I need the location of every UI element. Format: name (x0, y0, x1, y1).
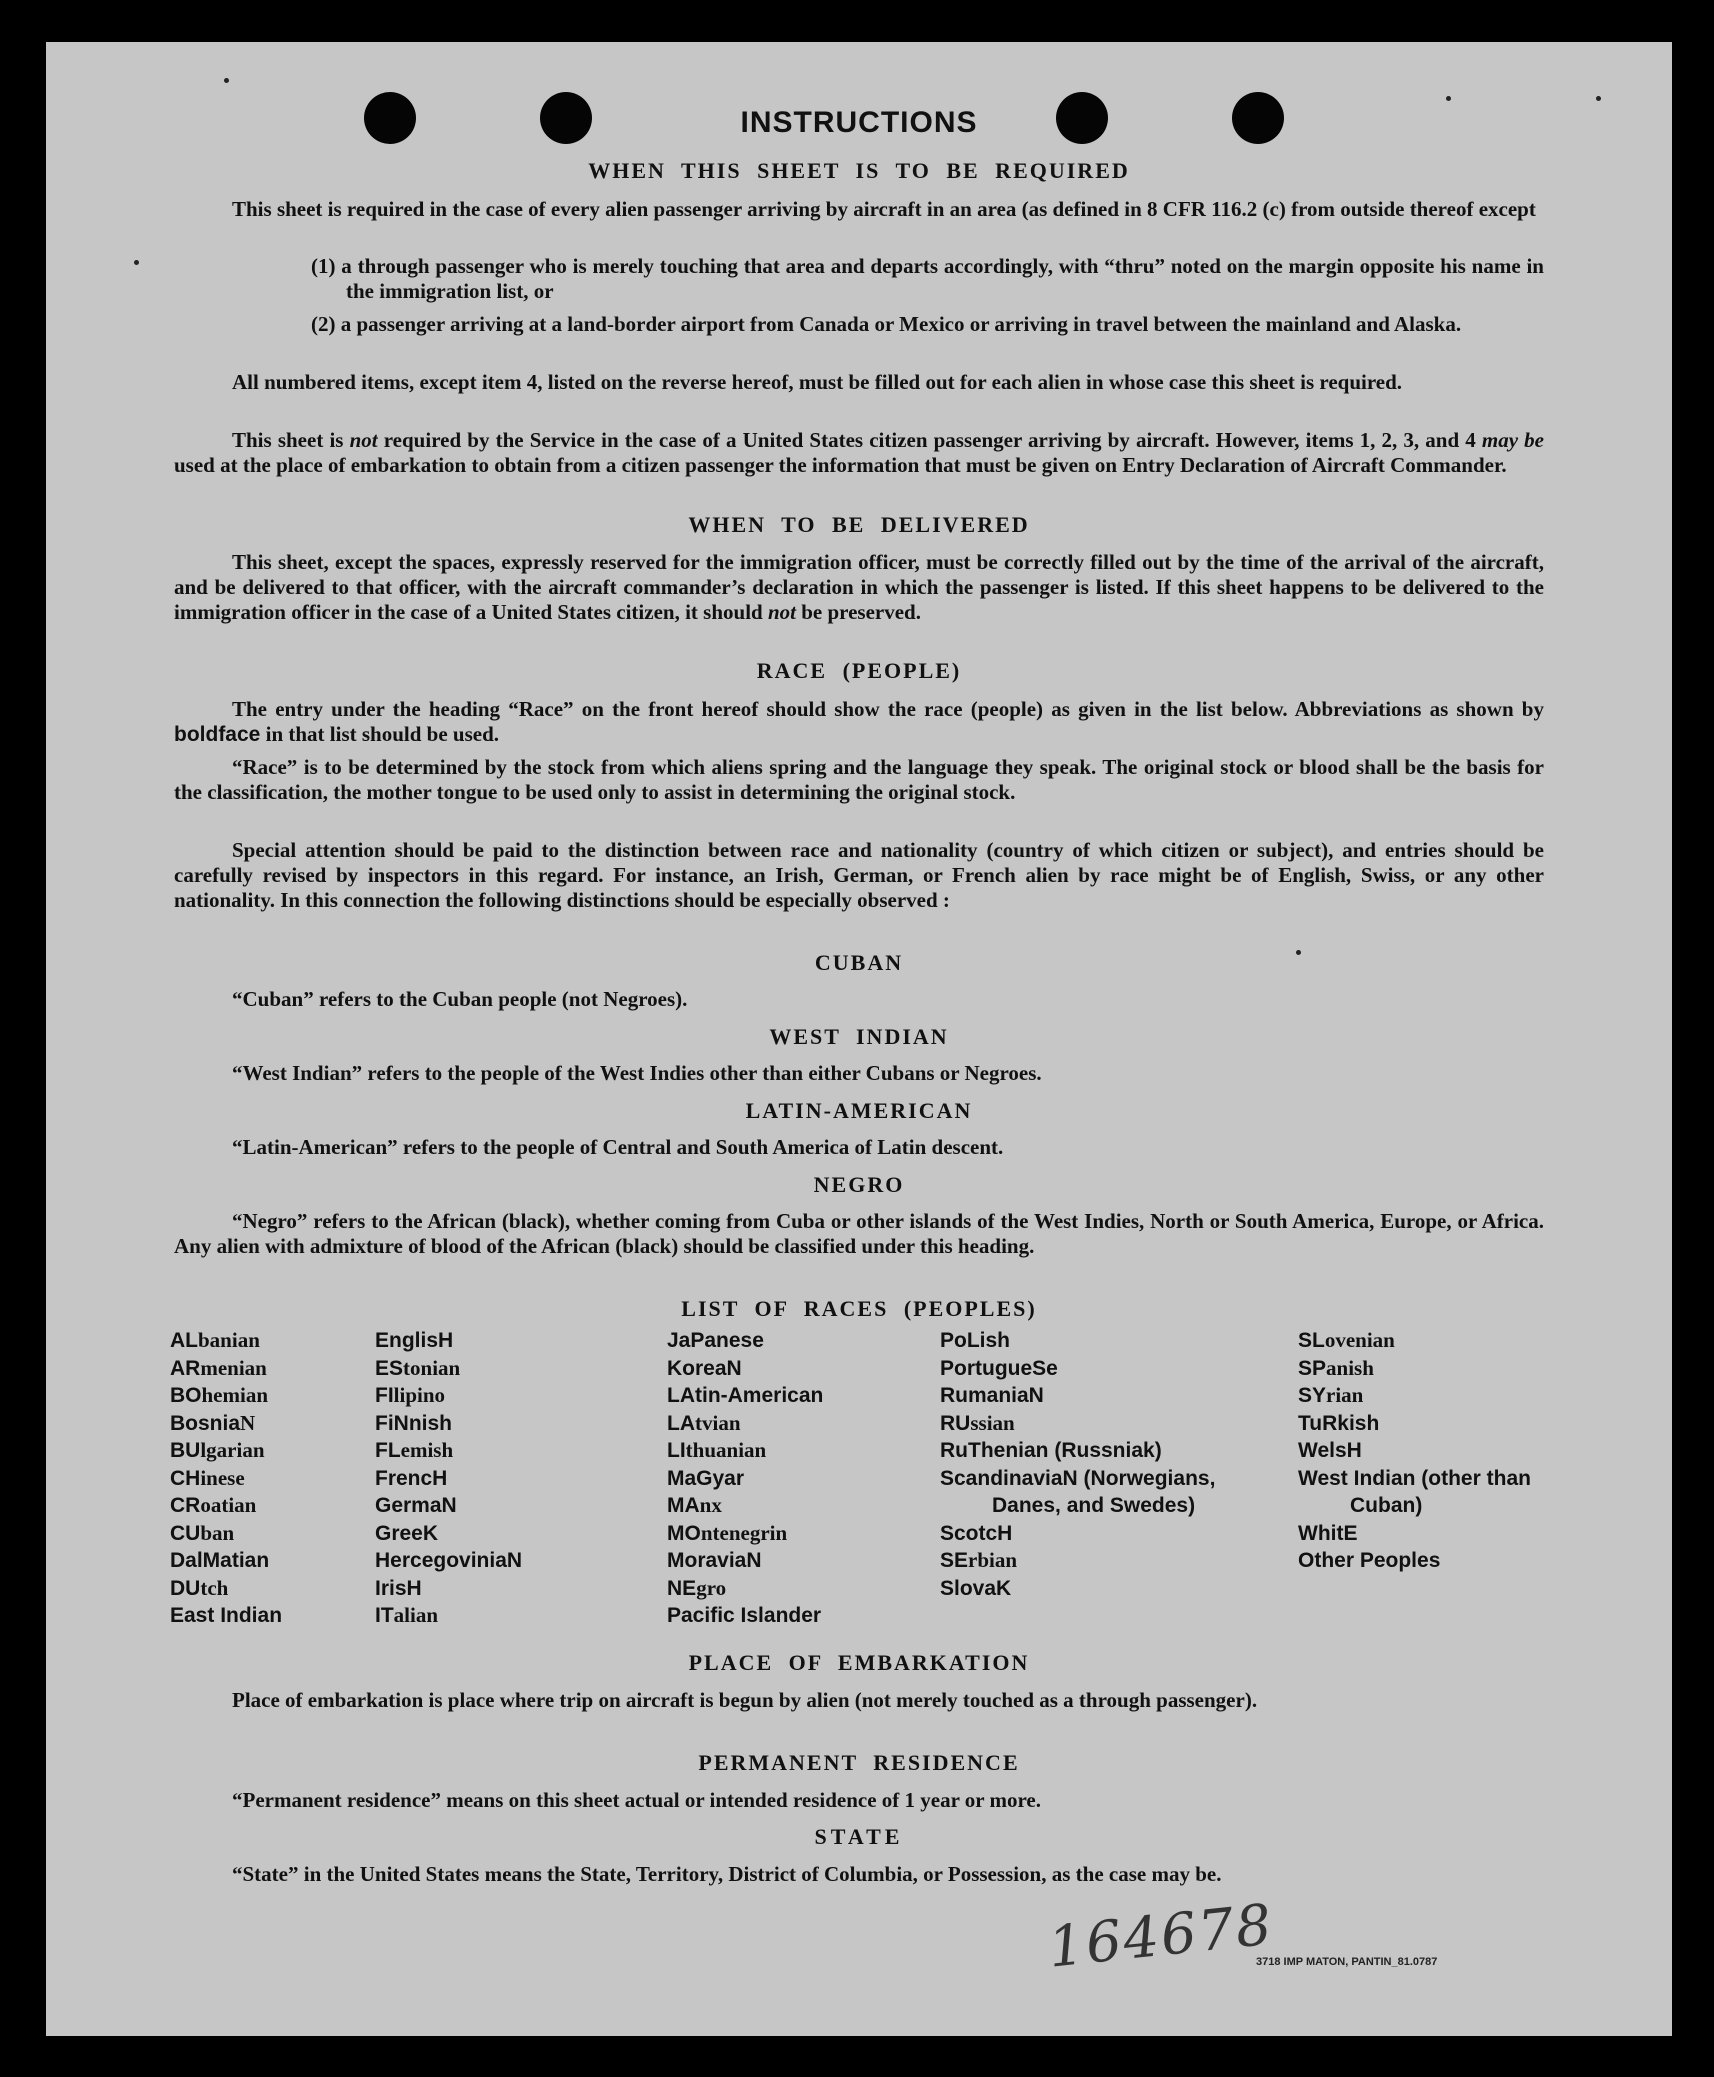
speck (1596, 96, 1601, 101)
race-entry: BUlgarian (170, 1438, 265, 1462)
heading-race: RACE (PEOPLE) (756, 658, 962, 683)
race-entry: ScotcH (940, 1521, 1013, 1545)
races-column-4 (940, 1327, 1240, 1602)
race-entry: West Indian (other than Cuban) (1298, 1466, 1531, 1517)
races-list (170, 1327, 1550, 1637)
race-entry: EStonian (375, 1355, 461, 1380)
heading-latin-american: LATIN-AMERICAN (745, 1098, 973, 1123)
exception-item-1: (1) a through passenger who is merely touching that area and departs accordingly, with “thru” noted on the margin opposite his name in the immigration list, or (311, 254, 1544, 303)
heading-state: STATE (814, 1824, 904, 1849)
race-entry: Other Peoples (1298, 1549, 1441, 1572)
race-entry: FiNnish (375, 1411, 452, 1435)
heading-negro: NEGRO (813, 1172, 905, 1197)
heading-permanent-residence: PERMANENT RESIDENCE (698, 1750, 1020, 1775)
race-entry: FLemish (375, 1438, 454, 1462)
paragraph-delivery: This sheet, except the spaces, expressly reserved for the immigration officer, must be correctly filled out by the time of the arrival of the aircraft, and be delivered to that officer, with the aircraft commander’s declaration in which the passenger is listed. If this sheet happens to be delivered to the immigration officer in the case of a United States citizen, it should not be preserved. (174, 550, 1544, 624)
heading-when-required: WHEN THIS SHEET IS TO BE REQUIRED (588, 158, 1130, 183)
race-entry: East Indian (170, 1604, 283, 1627)
heading-when-delivered: WHEN TO BE DELIVERED (688, 512, 1030, 537)
race-entry: BOhemian (170, 1383, 269, 1407)
race-entry: MAnx (667, 1493, 722, 1517)
race-entry: PoLish (940, 1329, 1011, 1352)
text-state: “State” in the United States means the State, Territory, District of Columbia, or Possession, as the case may be. (232, 1862, 1222, 1886)
race-entry: LIthuanian (667, 1438, 767, 1462)
speck (134, 260, 139, 265)
paragraph-race-nationality: Special attention should be paid to the distinction between race and nationality (country of which citizen or subject), and entries should be carefully revised by inspectors in this regard. For instance, an Irish, German, or French alien by race might be of English, Swiss, or any other nationality. In this connection the following distinctions should be especially observed : (174, 838, 1544, 912)
race-entry: KoreaN (667, 1356, 742, 1380)
race-entry: PortugueSe (940, 1356, 1058, 1380)
text-latin-american: “Latin-American” refers to the people of Central and South America of Latin descent. (232, 1135, 1004, 1159)
race-entry: MOntenegrin (667, 1520, 788, 1545)
race-entry: BosniaN (170, 1410, 256, 1435)
race-entry: ITalian (375, 1603, 439, 1627)
race-entry: ARmenian (170, 1355, 267, 1380)
race-entry: SLovenian (1298, 1328, 1395, 1352)
speck (224, 78, 229, 83)
race-entry: WelsH (1298, 1439, 1362, 1462)
heading-list-of-races: LIST OF RACES (PEOPLES) (681, 1296, 1037, 1321)
race-entry: MoraviaN (667, 1549, 762, 1572)
race-entry: JaPanese (667, 1329, 764, 1352)
race-entry: GreeK (375, 1521, 439, 1545)
race-entry: CUban (170, 1520, 235, 1545)
race-entry: GermaN (375, 1494, 457, 1517)
race-entry: FIlipino (375, 1383, 446, 1407)
race-entry: RuThenian (Russniak) (940, 1439, 1162, 1462)
heading-embarkation: PLACE OF EMBARKATION (688, 1650, 1030, 1675)
speck (1446, 96, 1451, 101)
text-west-indian: “West Indian” refers to the people of the West Indies other than either Cubans or Negroes. (232, 1061, 1042, 1085)
race-entry: SYrian (1298, 1383, 1364, 1407)
paragraph-race-stock: “Race” is to be determined by the stock from which aliens spring and the language they speak. The original stock or blood shall be the basis for the classification, the mother tongue to be used only to assist in determining the original stock. (174, 755, 1544, 804)
race-entry: SlovaK (940, 1576, 1012, 1600)
race-entry: IrisH (375, 1576, 422, 1600)
race-entry: WhitE (1298, 1521, 1358, 1545)
race-entry: LAtvian (667, 1410, 741, 1435)
race-entry: CHinese (170, 1465, 245, 1490)
race-entry: DUtch (170, 1575, 229, 1600)
race-entry: SPanish (1298, 1355, 1374, 1380)
page-title: INSTRUCTIONS (740, 106, 978, 139)
paragraph-race-entry: The entry under the heading “Race” on the front hereof should show the race (people) as given in the list below. Abbreviations as shown by boldface in that list should be used. (174, 697, 1544, 746)
text-embarkation: Place of embarkation is place where trip on aircraft is begun by alien (not merely touched as a through passenger). (232, 1688, 1258, 1712)
race-entry: MaGyar (667, 1466, 745, 1490)
race-entry: CRoatian (170, 1493, 257, 1517)
heading-cuban: CUBAN (814, 950, 904, 975)
race-entry: EnglisH (375, 1329, 454, 1352)
race-entry: RumaniaN (940, 1384, 1044, 1407)
race-entry: LAtin-American (667, 1384, 824, 1407)
races-column-2 (375, 1327, 522, 1630)
text-cuban: “Cuban” refers to the Cuban people (not Negroes). (232, 987, 688, 1011)
text-negro: “Negro” refers to the African (black), whether coming from Cuba or other islands of the West Indies, North or South America, Europe, or Africa. Any alien with admixture of blood of the African (black) should be classified under this heading. (174, 1209, 1544, 1258)
race-entry: DalMatian (170, 1549, 270, 1572)
races-column-5 (1298, 1327, 1550, 1575)
race-entry: ALbanian (170, 1328, 260, 1352)
races-column-3 (667, 1327, 823, 1630)
printer-mark: 3718 IMP MATON, PANTIN_81.0787 (1256, 1956, 1438, 1968)
races-column-1 (170, 1327, 282, 1630)
paragraph-numbered-items: All numbered items, except item 4, listed on the reverse hereof, must be filled out for each alien in whose case this sheet is required. (232, 370, 1403, 394)
race-entry: NEgro (667, 1575, 727, 1600)
race-entry: Pacific Islander (667, 1604, 822, 1627)
heading-west-indian: WEST INDIAN (769, 1024, 949, 1049)
race-entry: HercegoviniaN (375, 1549, 523, 1572)
paragraph-required: This sheet is required in the case of every alien passenger arriving by aircraft in an area (as defined in 8 CFR 116.2 (c) from outside thereof except (232, 197, 1536, 221)
document-sheet (46, 42, 1672, 2036)
handwritten-number: 164678 (1045, 1892, 1277, 1981)
text-permanent-residence: “Permanent residence” means on this sheet actual or intended residence of 1 year or more. (232, 1788, 1041, 1812)
race-entry: FrencH (375, 1466, 448, 1490)
paragraph-not-required: This sheet is not required by the Service in the case of a United States citizen passenger arriving by aircraft. However, items 1, 2, 3, and 4 may be used at the place of embarkation to obtain from a citizen passenger the information that must be given on Entry Declaration of Aircraft Commander. (174, 428, 1544, 477)
race-entry: SErbian (940, 1548, 1018, 1572)
exception-item-2: (2) a passenger arriving at a land-border airport from Canada or Mexico or arriving in travel between the mainland and Alaska. (311, 312, 1462, 336)
race-entry: TuRkish (1298, 1411, 1380, 1435)
race-entry: ScandinaviaN (Norwegians, Danes, and Swedes) (940, 1466, 1216, 1517)
race-entry: RUssian (940, 1410, 1015, 1435)
